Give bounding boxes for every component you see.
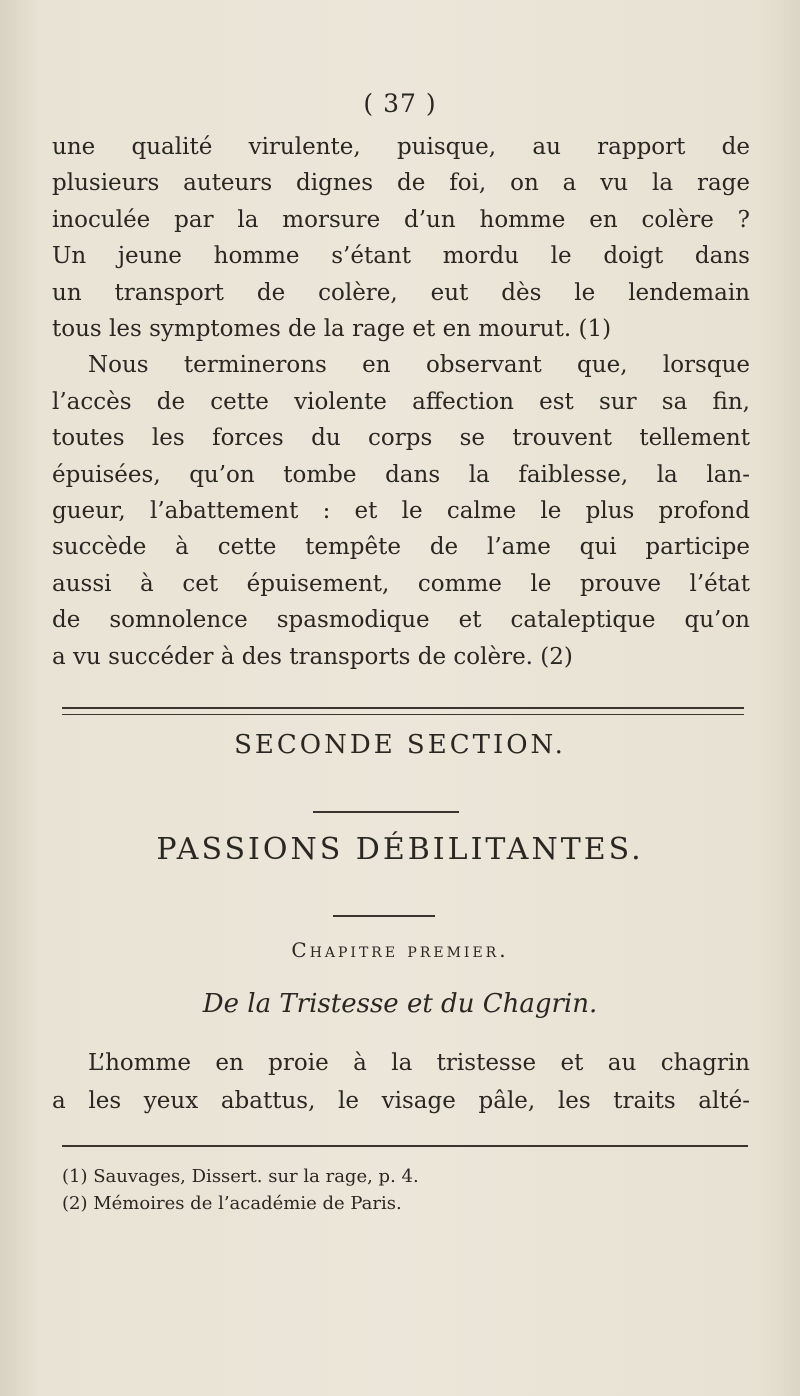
text-line: succède à cette tempête de l’ame qui participe [52,534,750,561]
text-line: Un jeune homme s’étant mordu le doigt dans [52,243,750,270]
short-rule-divider [313,811,459,813]
part-title: PASSIONS DÉBILITANTES. [156,832,644,867]
footnote: (1) Sauvages, Dissert. sur la rage, p. 4. [62,1166,419,1187]
text-line: L’homme en proie à la tristesse et au chagrin [88,1050,750,1076]
chapter-title: De la Tristesse et du Chagrin. [202,989,598,1019]
footnotes [62,1163,742,1217]
text-line: un transport de colère, eut dès le lendemain [52,279,750,306]
section-title: SECONDE SECTION. [234,730,566,760]
footnote-rule [62,1145,748,1147]
text-line: l’accès de cette violente affection est sur sa fin, [52,388,750,415]
footnote: (2) Mémoires de l’académie de Paris. [62,1193,402,1214]
text-line: plusieurs auteurs dignes de foi, on a vu la rage [52,170,750,197]
text-line: a vu succéder à des transports de colère. (2) [52,643,573,670]
text-line: inoculée par la morsure d’un homme en colère ? [52,206,750,233]
text-line: une qualité virulente, puisque, au rapport de [52,134,750,160]
short-rule-divider [333,915,435,917]
page-number: ( 37 ) [363,89,437,118]
chapter-heading: Chapitre premier. [291,938,509,962]
text-line: de somnolence spasmodique et cataleptique qu’on [52,607,750,634]
text-line: aussi à cet épuisement, comme le prouve l’état [52,570,750,597]
text-line: a les yeux abattus, le visage pâle, les traits alté- [52,1088,750,1114]
double-rule-divider [62,707,744,715]
text-line: tous les symptomes de la rage et en mourut. (1) [52,316,612,343]
body-text-lower [52,1044,750,1120]
body-text-upper [52,129,750,675]
text-line: toutes les forces du corps se trouvent tellement [52,425,750,452]
text-line: gueur, l’abattement : et le calme le plus profond [52,498,750,525]
text-line: Nous terminerons en observant que, lorsque [88,352,750,379]
text-line: épuisées, qu’on tombe dans la faiblesse, la lan- [52,461,750,488]
